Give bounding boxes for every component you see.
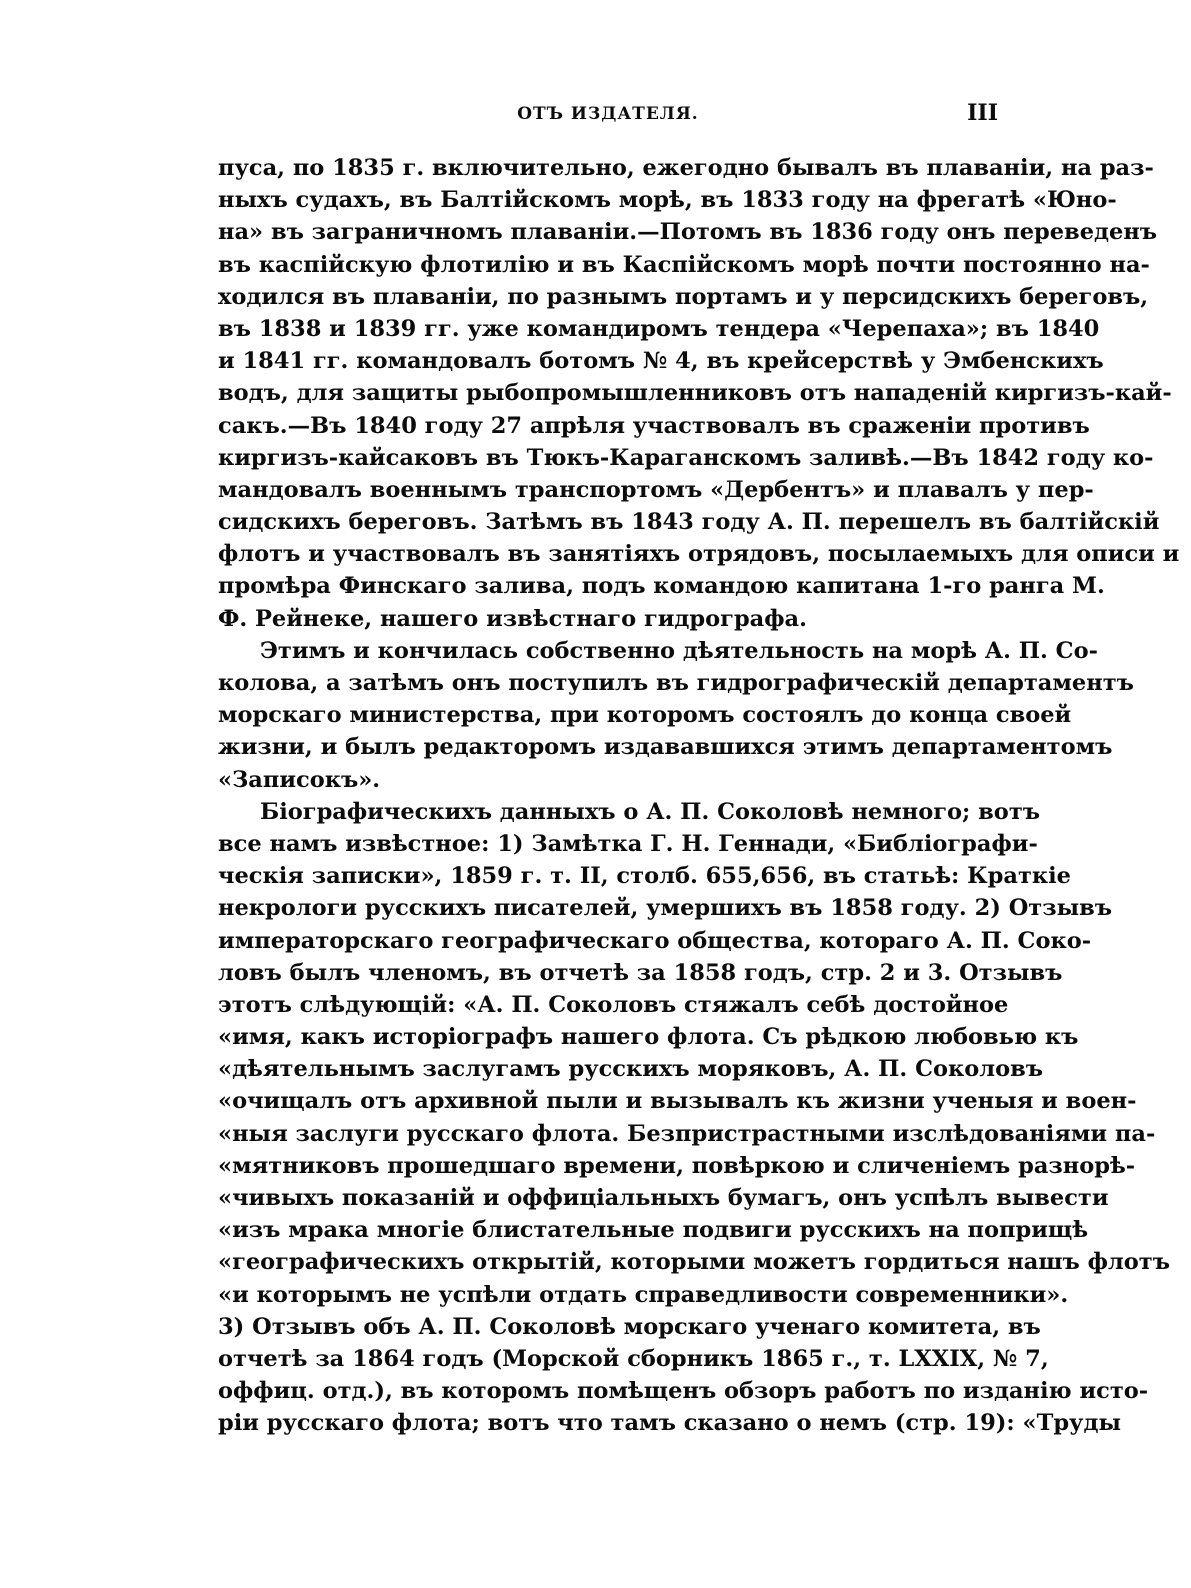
text-line: въ 1838 и 1839 гг. уже командиромъ тендера «Черепаха»; въ 1840 — [218, 315, 1100, 342]
text-line: колова, а затѣмъ онъ поступилъ въ гидрографическій департаментъ — [218, 670, 1134, 696]
text-line: ныхъ судахъ, въ Балтійскомъ морѣ, въ 1833 году на фрегатѣ «Юно- — [218, 187, 1117, 214]
text-line: Ф. Рейнеке, нашего извѣстнаго гидрографа. — [218, 605, 807, 632]
text-line: Біографическихъ данныхъ о А. П. Соколовѣ немного; вотъ — [260, 798, 1041, 825]
text-line: «географическихъ открытій, которыми можетъ гордиться нашъ флотъ — [218, 1249, 1170, 1276]
text-line: императорскаго географическаго общества, котораго А. П. Соко- — [218, 927, 1092, 954]
text-line: Этимъ и кончилась собственно дѣятельность на морѣ А. П. Со- — [260, 637, 1098, 664]
text-line: водъ, для защиты рыбопромышленниковъ отъ нападеній киргизъ-кай- — [218, 380, 1172, 407]
text-line: ріи русскаго флота; вотъ что тамъ сказано о немъ (стр. 19): «Труды — [218, 1410, 1122, 1437]
text-line: пуса, по 1835 г. включительно, ежегодно бывалъ въ плаваніи, на раз- — [218, 155, 1154, 181]
body-text — [218, 152, 1180, 1440]
text-line: мандовалъ военнымъ транспортомъ «Дербентъ» и плавалъ у пер- — [218, 476, 1094, 503]
text-line: «дѣятельнымъ заслугамъ русскихъ моряковъ, А. П. Соколовъ — [218, 1056, 1044, 1083]
page-header — [218, 100, 998, 130]
text-line: «мятниковъ прошедшаго времени, повѣркою и сличеніемъ разнорѣ- — [218, 1152, 1136, 1179]
text-line: «изъ мрака многіе блистательные подвиги русскихъ на поприщѣ — [218, 1217, 1089, 1244]
text-line: на» въ заграничномъ плаваніи.—Потомъ въ 1836 году онъ переведенъ — [218, 219, 1158, 246]
text-line: «чивыхъ показаній и оффиціальныхъ бумагъ, онъ успѣлъ вывести — [218, 1185, 1109, 1211]
text-line: «и которымъ не успѣли отдать справедливости современники». — [218, 1281, 1069, 1308]
text-line: «Записокъ». — [218, 766, 381, 793]
running-title: ОТЪ ИЗДАТЕЛЯ. — [517, 104, 699, 124]
text-line: промѣра Финскаго залива, подъ командою капитана 1-го ранга М. — [218, 573, 1105, 600]
text-line: этотъ слѣдующій: «А. П. Соколовъ стяжалъ себѣ достойное — [218, 991, 1009, 1018]
text-line: сидскихъ береговъ. Затѣмъ въ 1843 году А. П. перешелъ въ балтійскій — [218, 509, 1160, 536]
text-line: въ каспійскую флотилію и въ Каспійскомъ морѣ почти постоянно на- — [218, 251, 1150, 278]
text-line: и 1841 гг. командовалъ ботомъ № 4, въ крейсерствѣ у Эмбенскихъ — [218, 348, 1104, 375]
text-line: сакъ.—Въ 1840 году 27 апрѣля участвовалъ въ сраженіи противъ — [218, 412, 1090, 439]
text-line: «имя, какъ исторіографъ нашего флота. Съ рѣдкою любовью къ — [218, 1024, 1079, 1051]
text-line: все намъ извѣстное: 1) Замѣтка Г. Н. Геннади, «Библіографи- — [218, 830, 1038, 857]
text-line: некрологи русскихъ писателей, умершихъ въ 1858 году. 2) Отзывъ — [218, 895, 1113, 922]
text-line: жизни, и былъ редакторомъ издававшихся этимъ департаментомъ — [218, 734, 1113, 761]
text-line: ходился въ плаваніи, по разнымъ портамъ и у персидскихъ береговъ, — [218, 283, 1149, 310]
text-line: киргизъ-кайсаковъ въ Тюкъ-Караганскомъ заливѣ.—Въ 1842 году ко- — [218, 444, 1154, 471]
text-line: 3) Отзывъ объ А. П. Соколовѣ морскаго ученаго комитета, въ — [218, 1313, 1041, 1340]
text-line: отчетѣ за 1864 годъ (Морской сборникъ 1865 г., т. LXXIX, № 7, — [218, 1345, 1049, 1372]
text-line: «очищалъ отъ архивной пыли и вызывалъ къ жизни ученыя и воен- — [218, 1088, 1137, 1115]
text-line: ческія записки», 1859 г. т. II, столб. 655,656, въ статьѣ: Краткіе — [218, 863, 1072, 890]
text-line: флотъ и участвовалъ въ занятіяхъ отрядовъ, посылаемыхъ для описи и — [218, 541, 1180, 568]
text-line: морскаго министерства, при которомъ состоялъ до конца своей — [218, 702, 1072, 729]
text-line: оффиц. отд.), въ которомъ помѣщенъ обзоръ работъ по изданію исто- — [218, 1378, 1149, 1405]
page-number: III — [967, 100, 998, 126]
text-line: «ныя заслуги русскаго флота. Безпристрастными изслѣдованіями па- — [218, 1120, 1156, 1147]
text-line: ловъ былъ членомъ, въ отчетѣ за 1858 годъ, стр. 2 и 3. Отзывъ — [218, 959, 1063, 986]
